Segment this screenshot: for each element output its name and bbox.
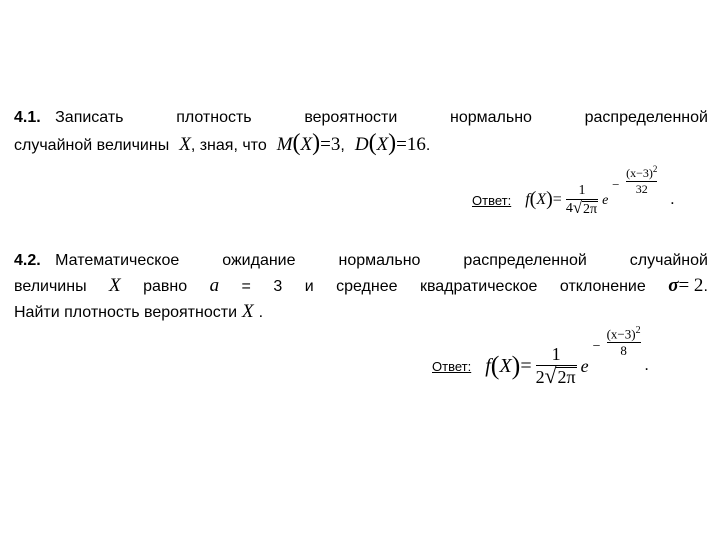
word: равно	[143, 278, 188, 295]
answer-4-1	[472, 163, 675, 228]
word: среднее	[336, 278, 398, 295]
variable-x: X	[242, 301, 254, 322]
word: нормально	[450, 109, 532, 126]
denominator: 4 √ 2π	[565, 198, 598, 218]
variable-x: X	[179, 134, 191, 155]
answer-label: Ответ:	[472, 192, 512, 208]
word: ожидание	[222, 252, 296, 269]
word: распределенной	[463, 252, 587, 269]
text: , зная, что	[190, 137, 267, 154]
answer-4-2	[432, 324, 649, 399]
problem-4-1-line-1	[14, 105, 708, 130]
word: =	[241, 278, 251, 295]
text: случайной величины	[14, 137, 170, 154]
denominator: 2 √ 2π	[535, 364, 576, 389]
variance-formula: D(X)=16	[354, 130, 426, 156]
exponential: e − $(x-3)^2$ 32	[602, 163, 658, 208]
density-formula: f ( X ) = 1 4 √ 2π e − $(x-3)^2$ 32 .	[525, 163, 675, 218]
variable-a: a	[209, 275, 220, 296]
word: распределенной	[584, 109, 708, 126]
exponent-fraction: $(x-3)^2$ 32	[626, 163, 658, 196]
density-formula: f ( X ) = 1 2 √ 2π e − $(x-3)^2$ 8 .	[485, 324, 649, 389]
problem-number: 4.2. Математическое	[14, 252, 180, 269]
variable-x: X	[109, 275, 121, 296]
word: 3	[273, 278, 283, 295]
problem-4-1	[14, 105, 708, 158]
word: квадратическое	[419, 278, 538, 295]
sigma-formula: σ= 2.	[668, 275, 708, 296]
problem-4-2-line-2	[14, 273, 708, 299]
word: и	[304, 278, 314, 295]
text: Найти плотность вероятности	[14, 304, 238, 321]
word: величины	[14, 278, 87, 295]
answer-label: Ответ:	[432, 358, 472, 374]
expectation-formula: M(X)=3	[276, 130, 341, 156]
exponent-fraction: $(x-3)^2$ 8	[606, 324, 641, 358]
problem-4-2-line-3: Найти плотность вероятности X .	[14, 299, 708, 325]
problem-4-1-line-2: случайной величины X , зная, что M(X)=3 , D(X)=16 .	[14, 130, 431, 156]
normalizing-fraction: 1 4 √ 2π	[565, 183, 598, 218]
word: случайной	[629, 252, 708, 269]
problem-4-2-line-1	[14, 248, 708, 273]
word: плотность	[176, 109, 252, 126]
problem-4-2	[14, 248, 708, 325]
problem-number: 4.1. Записать	[14, 109, 124, 126]
word: вероятности	[304, 109, 398, 126]
word: отклонение	[559, 278, 646, 295]
normalizing-fraction: 1 2 √ 2π	[535, 344, 576, 389]
exponential: e − $(x-3)^2$ 8	[580, 324, 641, 376]
word: нормально	[338, 252, 421, 269]
